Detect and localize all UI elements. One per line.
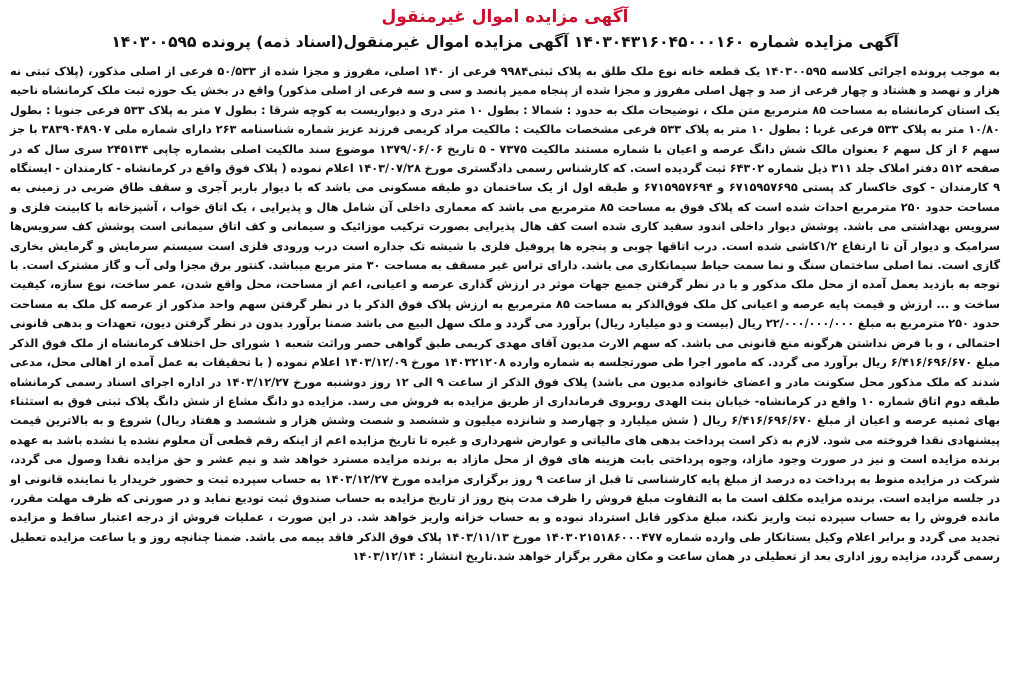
notice-body: به موجب پرونده اجرائی کلاسه ۱۴۰۳۰۰۵۹۵ یک قطعه خانه نوع ملک طلق به پلاک ثبتی۹۹۸۴ فرعی از ۱۴۰ اصلی، مفروز و مجزا شده از ۵۰/۵۳۳ فرعی از اصلی مذکور، (پلاک ثبتی نه هزار و نهصد و هشتاد و چهار فرعی از صد و چهل اصلی مفروز و مجزا شده از پنجاه ممیز پانصد و سی و سه فرعی از اصلی مذکور) واقع در بخش یک حوزه ثبت ملک کرمانشاه ناحیه یک استان کرمانشاه به مساحت ۸۵ مترمربع متن ملک ، توضیحات ملک به حدود : شمالا : بطول ۱۰ متر دری و دیواریست به کوچه شرقا : بطول ۷ متر به پلاک ۵۳۳ فرعی جنوبا : بطول ۱۰/۸۰ متر به پلاک ۵۳۳ فرعی غربا : بطول ۱۰ متر به پلاک ۵۳۳ فرعی مشخصات مالکیت : مالکیت مراد کریمی فرزند عزیز شماره شناسنامه ۲۶۳ دارای شماره ملی ۳۸۳۹۰۴۸۹۰۷ با جز سهم ۶ از کل سهم ۶ بعنوان مالک شش دانگ عرصه و اعیان با شماره مستند مالکیت ۷۳۷۵ - ۵ تاریخ ۱۳۷۹/۰۶/۰۶ موضوع سند مالکیت اصلی بشماره چاپی ۲۴۵۱۳۴ سری سال که در صفحه ۵۱۲ دفتر املاک جلد ۳۱۱ ذیل شماره ۶۴۳۰۲ ثبت گردیده است. که کارشناس رسمی دادگستری مورخ ۱۴۰۳/۰۷/۲۸ اعلام نموده ( پلاک فوق واقع در کرمانشاه - کارمندان - ایستگاه ۹ کارمندان - کوی خاکسار کد پستی ۶۷۱۵۹۵۷۶۹۵ و ۶۷۱۵۹۵۷۶۹۴ و طبقه اول از یک ساختمان دو طبقه مسکونی می باشد که با دیوار باربر آجری و سقف طاق ضربی در زمینی به مساحت حدود ۲۵۰ مترمربع احداث شده است که پلاک فوق به مساحت ۸۵ مترمربع می باشد که معماری داخلی آن شامل هال و پذیرایی ، یک اتاق خواب ، آشپزخانه با کابینت فلزی و سرویس بهداشتی می باشد. پوشش دیوار داخلی اندود سفید کاری شده است کف هال پذیرایی بصورت ترکیب موزائیک و سیمانی و کف اتاق سیمانی است پوشش کف سرویس‌ها سرامیک و دیوار آن تا ارتفاع ۱/۲کاشی شده است. درب اتاقها چوبی و پنجره ها پروفیل فلزی با شیشه تک جداره است درب ورودی فلزی است سیستم سرمایش و گرمایش بخاری گازی است. نما اصلی ساختمان سنگ و نما سمت حیاط سیمانکاری می باشد. دارای تراس غیر مسقف به مساحت ۳۰ متر مربع میباشد. کنتور برق مجزا ولی آب و گاز مشترک است. با توجه به بازدید بعمل آمده از محل ملک مذکور و با در نظر گرفتن جمیع جهات موثر در ارزش گذاری عرصه و اعیانی، اعم از مساحت، محل واقع شدن، عمر ساخت، نوع سازه، کیفیت ساخت و ... ارزش و قیمت پایه عرصه و اعیانی کل ملک فوق‌الذکر به مساحت ۸۵ مترمربع به ارزش پلاک فوق الذکر با در نظر گرفتن سهم واحد مذکور از عرصه کل ملک به مساحت حدود ۲۵۰ مترمربع به مبلغ ۲۲/۰۰۰/۰۰۰/۰۰۰ ریال (بیست و دو میلیارد ریال) برآورد می گردد و ملک سهل البیع می باشد ضمنا برآورد بدون در نظر گرفتن دیون، تعهدات و بدهی قانونی احتمالی ، و با فرض نداشتن هرگونه منع قانونی می باشد. که سهم الارث مدیون آقای مهدی کریمی طبق گواهی حصر وراثت شعبه ۱ شورای حل اختلاف کرمانشاه از ملک فوق الذکر مبلغ ۶/۴۱۶/۶۹۶/۶۷۰ ریال برآورد می گردد. که مامور اجرا طی صورتجلسه به شماره وارده ۱۴۰۳۲۱۲۰۸ مورخ ۱۴۰۳/۱۲/۰۹ اعلام نموده ( با تحقیقات به عمل آمده از اهالی محل، مدعی شدند که ملک مذکور محل سکونت مادر و اعضای خانواده مدیون می باشد) پلاک فوق الذکر از ساعت ۹ الی ۱۲ روز دوشنبه مورخ ۱۴۰۳/۱۲/۲۷ در اداره اجرای اسناد رسمی کرمانشاه طبقه دوم اتاق شماره ۱۰ واقع در کرمانشاه- خیابان بنت الهدی روبروی فرمانداری از طریق مزایده به فروش می رسد. مزایده دو دانگ مشاع از شش دانگ پلاک ثبتی فوق به استثناء بهای ثمنیه عرصه و اعیان از مبلغ ۶/۴۱۶/۶۹۶/۶۷۰ ریال ( شش میلیارد و چهارصد و شانزده میلیون و ششصد و شصت وشش هزار و ششصد و هفتاد ریال) شروع و به بالاترین قیمت پیشنهادی نقدا فروخته می شود. لازم به ذکر است پرداخت بدهی های مالیاتی و عوارض شهرداری و غیره تا تاریخ مزایده اعم از اینکه رقم قطعی آن معلوم نشده یا نشده باشد به عهده برنده مزایده است و نیز در صورت وجود مازاد، وجوه پرداختی بابت هزینه های فوق از محل مازاد به برنده مزایده مسترد خواهد شد و نیم عشر و حق مزایده نقدا وصول می گردد، شرکت در مزایده منوط به پرداخت ده درصد از مبلغ پایه کارشناسی تا قبل از ساعت ۹ روز برگزاری مزایده مورخ ۱۴۰۳/۱۲/۲۷ به حساب سپرده ثبت و حضور خریدار یا نماینده قانونی او در جلسه مزایده است. برنده مزایده مکلف است ما به التفاوت مبلغ فروش را ظرف مدت پنج روز از تاریخ مزایده به حساب صندوق ثبت تودیع نماید و در صورتی که ظرف مهلت مقرر، مانده فروش را به حساب سپرده ثبت واریز نکند، مبلغ مذکور قابل استرداد نبوده و به حساب خزانه واریز خواهد شد. در این صورت ، عملیات فروش از درجه اعتبار ساقط و مزایده تجدید می گردد و برابر اعلام وکیل بستانکار طی وارده شماره ۱۴۰۳۰۲۱۵۱۸۶۰۰۰۴۷۷ مورخ ۱۴۰۳/۱۱/۱۳ پلاک فوق الذکر فاقد بیمه می باشد. ضمنا چنانچه روز و یا ساعت مزایده تعطیل رسمی گردد، مزایده روز اداری بعد از تعطیلی در همان ساعت و مکان مقرر برگزار خواهد شد.تاریخ انتشار : ۱۴۰۳/۱۲/۱۴ xyxy=(10,65,1001,564)
notice-subtitle: آگهی مزایده شماره ۱۴۰۳۰۴۳۱۶۰۴۵۰۰۰۱۶۰ آگهی مزایده اموال غیرمنقول(اسناد ذمه) پرونده ۱۴۰۳۰۰۵۹۵ xyxy=(111,33,899,51)
notice-title: آگهی مزایده اموال غیرمنقول xyxy=(381,7,629,27)
